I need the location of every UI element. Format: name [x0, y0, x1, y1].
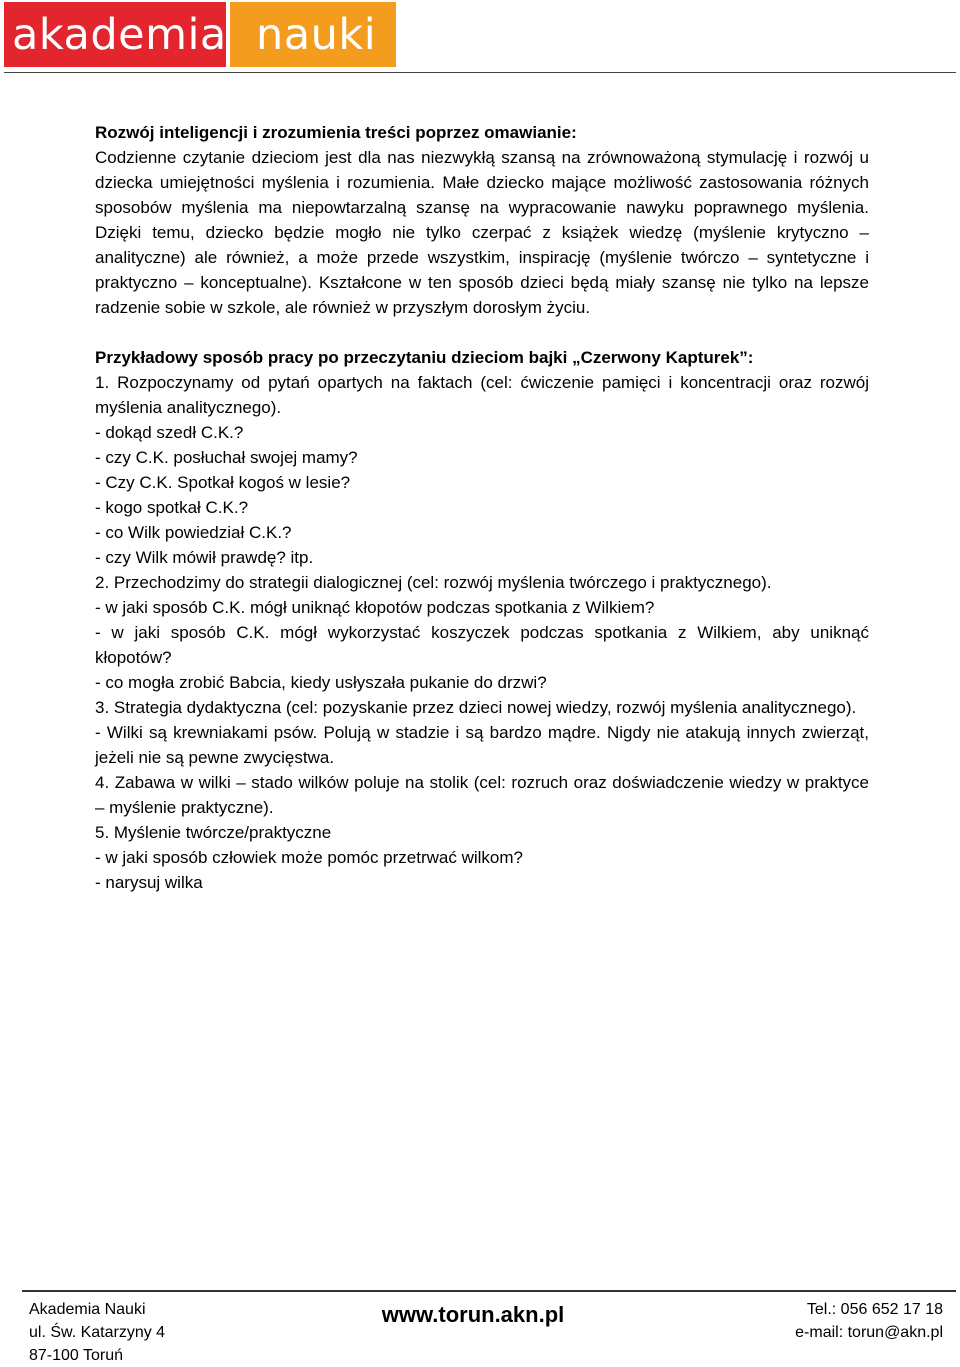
list-item: 5. Myślenie twórcze/praktyczne [95, 823, 332, 842]
list-item: 4. Zabawa w wilki – stado wilków poluje na stolik (cel: rozruch oraz doświadczenie wiedzy w praktyce – myślenie praktyczne). [95, 773, 869, 817]
footer-contact [795, 1298, 943, 1344]
footer-divider [22, 1290, 956, 1292]
list-item: - Czy C.K. Spotkał kogoś w lesie? [95, 473, 351, 492]
list-item: - narysuj wilka [95, 873, 203, 892]
brand-logo [4, 2, 396, 67]
section2-title: Przykładowy sposób pracy po przeczytaniu dzieciom bajki „Czerwony Kapturek”: [95, 348, 754, 367]
list-item: - kogo spotkał C.K.? [95, 498, 249, 517]
document-body [95, 120, 869, 895]
list-item: - czy Wilk mówił prawdę? itp. [95, 548, 314, 567]
list-item: 1. Rozpoczynamy od pytań opartych na faktach (cel: ćwiczenie pamięci i koncentracji oraz rozwój myślenia analitycznego). [95, 373, 869, 417]
section1-paragraph: Codzienne czytanie dzieciom jest dla nas niezwykłą szansą na zrównoważoną stymulację i rozwój u dziecka umiejętności myślenia i rozumienia. Małe dziecko mające możliwość zastosowania różnych sposobów myślenia ma niepowtarzalną szansę na wypracowanie nawyku poprawnego myślenia. Dzięki temu, dziecko będzie mogło nie tylko czerpać z książek wiedzę (myślenie krytyczno – analityczne) ale również, a może przede wszystkim, inspirację (myślenie twórczo – syntetyczne i praktyczno – konceptualne). Kształcone w ten sposób dzieci będą miały szansę nie tylko na lepsze radzenie sobie w szkole, ale również w przyszłym dorosłym życiu. [95, 148, 869, 317]
list-item: - w jaki sposób C.K. mógł wykorzystać koszyczek podczas spotkania z Wilkiem, aby uniknąć kłopotów? [95, 623, 869, 667]
footer-org-name: Akademia Nauki [29, 1301, 146, 1318]
header-divider [4, 72, 956, 73]
footer-phone: Tel.: 056 652 17 18 [806, 1301, 943, 1318]
footer-city: 87-100 Toruń [29, 1347, 123, 1364]
list-item: - w jaki sposób C.K. mógł uniknąć kłopotów podczas spotkania z Wilkiem? [95, 598, 655, 617]
section1-title: Rozwój inteligencji i zrozumienia treści poprzez omawianie: [95, 123, 577, 142]
logo-part-akademia: akademia [4, 2, 226, 67]
footer-email-link[interactable]: e-mail: torun@akn.pl [795, 1324, 943, 1341]
list-item: 3. Strategia dydaktyczna (cel: pozyskanie przez dzieci nowej wiedzy, rozwój myślenia analitycznego). [95, 698, 857, 717]
list-item: 2. Przechodzimy do strategii dialogicznej (cel: rozwój myślenia twórczego i praktycznego). [95, 573, 772, 592]
logo-part-nauki: nauki [230, 2, 396, 67]
footer-street: ul. Św. Katarzyny 4 [29, 1324, 166, 1341]
list-item: - co Wilk powiedział C.K.? [95, 523, 292, 542]
section-spacer [95, 320, 869, 345]
list-item: - dokąd szedł C.K.? [95, 423, 244, 442]
footer-website-link[interactable]: www.torun.akn.pl [381, 1302, 565, 1327]
list-item: - w jaki sposób człowiek może pomóc przetrwać wilkom? [95, 848, 523, 867]
list-item: - Wilki są krewniakami psów. Polują w stadzie i są bardzo mądre. Nigdy nie atakują innych zwierząt, jeżeli nie są pewne zwycięstwa. [95, 723, 869, 767]
list-item: - co mogła zrobić Babcia, kiedy usłyszała pukanie do drzwi? [95, 673, 547, 692]
list-item: - czy C.K. posłuchał swojej mamy? [95, 448, 358, 467]
